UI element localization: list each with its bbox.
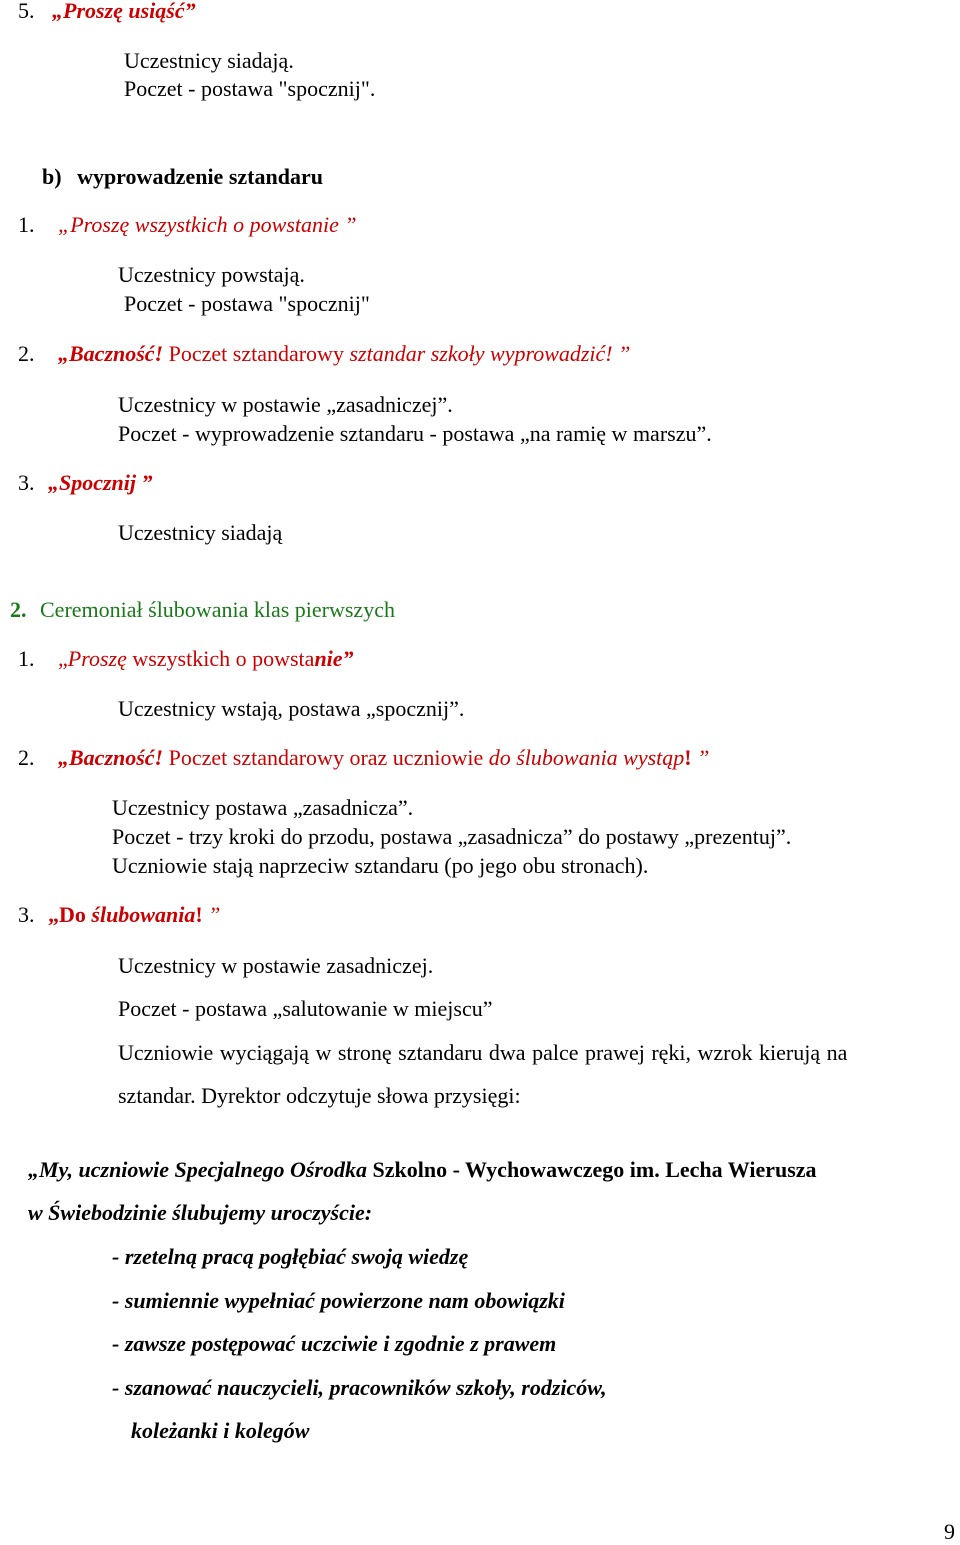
oath-item: - zawsze postępować uczciwie i zgodnie z prawem — [112, 1331, 557, 1356]
c-step3-line: Uczestnicy w postawie zasadniczej. — [118, 953, 434, 978]
oath-line-2: w Świebodzinie ślubujemy uroczyście: — [28, 1200, 373, 1225]
section2-heading: 2. Ceremoniał ślubowania klas pierwszych — [10, 597, 395, 622]
b-step1: 1. „Proszę wszystkich o powstanie ” — [18, 212, 357, 237]
b-step1-line: Uczestnicy powstają. — [118, 262, 305, 287]
s5-line: Uczestnicy siadają. — [124, 48, 294, 73]
c-step3-line: Uczniowie wyciągają w stronę sztandaru dwa palce prawej ręki, wzrok kierują na — [118, 1040, 848, 1065]
b-step3: 3. „Spocznij ” — [18, 470, 153, 495]
c-step1: 1. „Proszę wszystkich o powstanie” — [18, 646, 354, 671]
c-step3: 3. „Do ślubowania! ” — [18, 902, 221, 927]
section-b-heading: b) wyprowadzenie sztandaru — [42, 164, 323, 189]
s5-line: Poczet - postawa "spocznij". — [124, 76, 376, 101]
c-step2-line: Uczniowie stają naprzeciw sztandaru (po jego obu stronach). — [112, 853, 649, 878]
c-step3-line: sztandar. Dyrektor odczytuje słowa przysięgi: — [118, 1083, 521, 1108]
oath-item: - rzetelną pracą pogłębiać swoją wiedzę — [112, 1244, 469, 1269]
oath-item: - szanować nauczycieli, pracowników szkoły, rodziców, — [112, 1375, 607, 1400]
oath-item: koleżanki i kolegów — [131, 1418, 310, 1443]
b-step2-line: Poczet - wyprowadzenie sztandaru - postawa „na ramię w marszu”. — [118, 421, 712, 446]
c-step1-line: Uczestnicy wstają, postawa „spocznij”. — [118, 696, 465, 721]
c-step3-line: Poczet - postawa „salutowanie w miejscu” — [118, 996, 493, 1021]
section5-heading: 5. „Proszę usiąść” — [18, 0, 196, 23]
c-step2-line: Uczestnicy postawa „zasadnicza”. — [112, 795, 414, 820]
c-step2: 2. „Baczność! Poczet sztandarowy oraz uczniowie do ślubowania wystąp! ” — [18, 745, 710, 770]
b-step2-line: Uczestnicy w postawie „zasadniczej”. — [118, 392, 453, 417]
oath-line-1: „My, uczniowie Specjalnego Ośrodka Szkolno - Wychowawczego im. Lecha Wierusza — [28, 1157, 817, 1182]
page-number: 9 — [944, 1519, 955, 1544]
oath-item: - sumiennie wypełniać powierzone nam obowiązki — [112, 1288, 565, 1313]
c-step2-line: Poczet - trzy kroki do przodu, postawa „zasadnicza” do postawy „prezentuj”. — [112, 824, 792, 849]
b-step1-line: Poczet - postawa "spocznij" — [124, 291, 370, 316]
b-step2: 2. „Baczność! Poczet sztandarowy sztandar szkoły wyprowadzić! ” — [18, 341, 631, 366]
section5-command: „Proszę usiąść” — [52, 0, 196, 23]
b-step3-line: Uczestnicy siadają — [118, 520, 283, 545]
